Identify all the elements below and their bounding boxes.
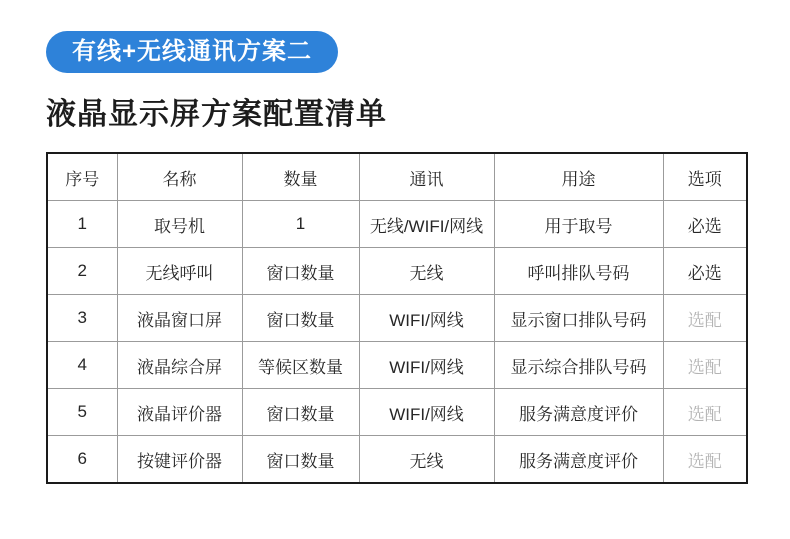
cell-name: 取号机 xyxy=(117,201,242,248)
config-table xyxy=(46,152,748,484)
cell-option: 必选 xyxy=(663,201,747,248)
cell-comm: WIFI/网线 xyxy=(359,295,494,342)
cell-use: 呼叫排队号码 xyxy=(494,248,663,295)
column-header-qty: 数量 xyxy=(242,153,359,201)
page-title: 液晶显示屏方案配置清单 xyxy=(46,98,387,131)
cell-qty: 窗口数量 xyxy=(242,436,359,484)
cell-use: 服务满意度评价 xyxy=(494,436,663,484)
column-header-option: 选项 xyxy=(663,153,747,201)
cell-option: 选配 xyxy=(663,295,747,342)
cell-qty: 等候区数量 xyxy=(242,342,359,389)
cell-comm: 无线/WIFI/网线 xyxy=(359,201,494,248)
cell-option: 选配 xyxy=(663,436,747,484)
cell-comm: 无线 xyxy=(359,248,494,295)
cell-option: 选配 xyxy=(663,342,747,389)
cell-use: 用于取号 xyxy=(494,201,663,248)
cell-no: 2 xyxy=(47,248,117,295)
cell-use: 服务满意度评价 xyxy=(494,389,663,436)
cell-no: 4 xyxy=(47,342,117,389)
cell-qty: 窗口数量 xyxy=(242,389,359,436)
cell-qty: 窗口数量 xyxy=(242,295,359,342)
cell-name: 无线呼叫 xyxy=(117,248,242,295)
cell-qty: 1 xyxy=(242,201,359,248)
cell-no: 6 xyxy=(47,436,117,484)
column-header-comm: 通讯 xyxy=(359,153,494,201)
table-row xyxy=(47,436,747,484)
solution-badge: 有线+无线通讯方案二 xyxy=(46,31,338,73)
cell-name: 液晶窗口屏 xyxy=(117,295,242,342)
column-header-use: 用途 xyxy=(494,153,663,201)
cell-comm: WIFI/网线 xyxy=(359,342,494,389)
table-row xyxy=(47,389,747,436)
column-header-name: 名称 xyxy=(117,153,242,201)
cell-qty: 窗口数量 xyxy=(242,248,359,295)
cell-option: 必选 xyxy=(663,248,747,295)
cell-name: 液晶评价器 xyxy=(117,389,242,436)
cell-comm: WIFI/网线 xyxy=(359,389,494,436)
table-row xyxy=(47,295,747,342)
cell-name: 按键评价器 xyxy=(117,436,242,484)
table-row xyxy=(47,248,747,295)
cell-comm: 无线 xyxy=(359,436,494,484)
cell-no: 5 xyxy=(47,389,117,436)
table-row xyxy=(47,342,747,389)
cell-name: 液晶综合屏 xyxy=(117,342,242,389)
table-header-row xyxy=(47,153,747,201)
cell-use: 显示窗口排队号码 xyxy=(494,295,663,342)
table-row xyxy=(47,201,747,248)
column-header-no: 序号 xyxy=(47,153,117,201)
cell-use: 显示综合排队号码 xyxy=(494,342,663,389)
cell-no: 1 xyxy=(47,201,117,248)
cell-option: 选配 xyxy=(663,389,747,436)
cell-no: 3 xyxy=(47,295,117,342)
